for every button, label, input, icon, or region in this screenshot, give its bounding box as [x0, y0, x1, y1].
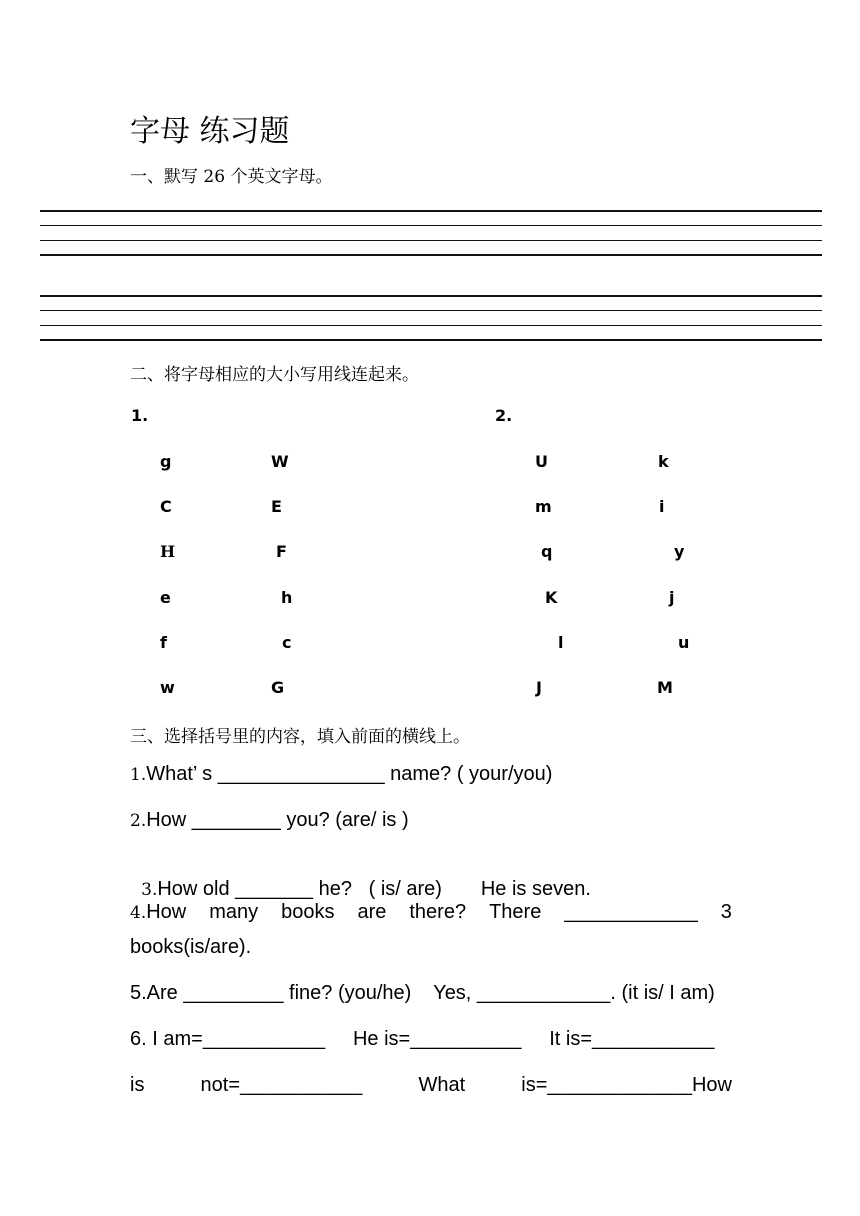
writing-line — [40, 254, 822, 256]
question-2[interactable] — [130, 809, 409, 832]
question-6-continued[interactable] — [130, 1074, 732, 1097]
word: ____________ — [564, 901, 698, 923]
letter[interactable]: j — [669, 588, 675, 607]
letter[interactable]: l — [558, 633, 564, 652]
writing-line — [40, 240, 822, 241]
group-1-label: 1. — [131, 406, 149, 425]
question-number: 1. — [130, 765, 147, 785]
question-number: 3. — [141, 880, 158, 900]
letter[interactable]: q — [541, 542, 553, 561]
question-number: 2. — [130, 811, 147, 831]
letter[interactable]: F — [276, 542, 287, 561]
word: What — [418, 1074, 466, 1096]
letter[interactable]: k — [658, 452, 669, 471]
word: not=___________ — [200, 1074, 363, 1096]
question-5[interactable]: 5.Are _________ fine? (you/he) Yes, ____________. (it is/ I am) — [130, 982, 715, 1004]
letter[interactable]: h — [281, 588, 293, 607]
letter[interactable]: H — [160, 542, 176, 561]
letter[interactable]: J — [536, 678, 542, 697]
question-4-continued: books(is/are). — [130, 936, 252, 958]
letter[interactable]: u — [678, 633, 690, 652]
question-number: 4. — [130, 903, 147, 923]
question-4[interactable] — [130, 901, 732, 924]
letter[interactable]: E — [271, 497, 282, 516]
letter[interactable]: w — [160, 678, 175, 697]
letter[interactable]: K — [545, 588, 558, 607]
letter[interactable]: G — [271, 678, 285, 697]
letter[interactable]: W — [271, 452, 289, 471]
word: there? — [409, 901, 467, 923]
letter[interactable]: m — [535, 497, 552, 516]
word: How — [146, 901, 187, 923]
question-6[interactable]: 6. I am=___________ He is=__________ It is=___________ — [130, 1028, 715, 1050]
section-1-heading: 一、默写 26 个英文字母。 — [130, 167, 333, 187]
word: many — [209, 901, 259, 923]
writing-line — [40, 210, 822, 212]
word: books — [281, 901, 335, 923]
question-text: What’ s _______________ name? ( your/you) — [146, 763, 553, 785]
question-text: How ________ you? (are/ is ) — [146, 809, 409, 831]
writing-line — [40, 339, 822, 341]
question-text: How old _______ he? ( is/ are) He is seven. — [157, 878, 591, 900]
question-3[interactable] — [130, 855, 591, 901]
letter[interactable]: e — [160, 588, 171, 607]
section-3-heading: 三、选择括号里的内容，填入前面的横线上。 — [130, 727, 470, 747]
letter[interactable]: c — [282, 633, 292, 652]
word: is — [130, 1074, 145, 1096]
section-2-heading: 二、将字母相应的大小写用线连起来。 — [130, 365, 419, 385]
letter[interactable]: f — [160, 633, 167, 652]
page-title: 字母 练习题 — [130, 114, 290, 149]
question-1[interactable] — [130, 763, 552, 786]
letter[interactable]: U — [535, 452, 548, 471]
letter[interactable]: i — [659, 497, 665, 516]
word: is=_____________How — [521, 1074, 732, 1096]
word: There — [489, 901, 542, 923]
letter[interactable]: C — [160, 497, 172, 516]
word: 3 — [720, 901, 732, 923]
writing-line — [40, 310, 822, 311]
letter[interactable]: M — [657, 678, 673, 697]
writing-line — [40, 225, 822, 226]
writing-line — [40, 295, 822, 297]
group-2-label: 2. — [495, 406, 513, 425]
letter[interactable]: y — [674, 542, 685, 561]
word: are — [357, 901, 387, 923]
writing-line — [40, 325, 822, 326]
letter[interactable]: g — [160, 452, 172, 471]
